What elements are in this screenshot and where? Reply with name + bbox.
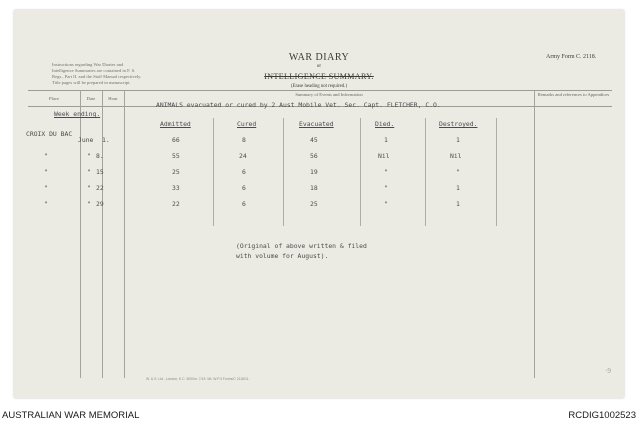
row-1-day: 1.: [102, 136, 110, 144]
row-5-died: ": [384, 200, 388, 208]
row-3-evacuated: 19: [310, 168, 318, 176]
col-admitted-label: Admitted: [160, 120, 191, 128]
form-or: or: [316, 64, 322, 69]
row-3-day: 15: [96, 168, 104, 176]
row-5-month: ": [87, 200, 91, 208]
table-divider-4: [425, 118, 426, 226]
divider-place-date: [80, 90, 81, 378]
divider-summary-remarks: [534, 90, 535, 378]
row-4-evacuated: 18: [310, 184, 318, 192]
row-4-month: ": [87, 184, 91, 192]
col-destroyed-label: Destroyed.: [439, 120, 478, 128]
row-5-place: ": [44, 200, 48, 208]
row-3-admitted: 25: [172, 168, 180, 176]
table-divider-3: [360, 118, 361, 226]
row-5-admitted: 22: [172, 200, 180, 208]
row-4-destroyed: 1: [456, 184, 460, 192]
row-1-died: 1: [384, 136, 388, 144]
pencil-mark: ·9: [605, 367, 611, 375]
col-summary-header: Summary of Events and Information: [295, 92, 363, 97]
col-hour-header: Hour: [108, 96, 118, 101]
row-4-cured: 6: [242, 184, 246, 192]
archive-caption-right: RCDIG1002523: [568, 410, 636, 421]
table-divider-2: [283, 118, 284, 226]
archive-caption-left: AUSTRALIAN WAR MEMORIAL: [2, 410, 140, 421]
row-4-admitted: 33: [172, 184, 180, 192]
row-4-died: ": [384, 184, 388, 192]
printer-imprint: W. & S. Ltd., London, E.C. 5000m. 7/15. Wt. W.P.3 Forms/C 2118/11.: [146, 377, 250, 381]
row-3-died: ": [384, 168, 388, 176]
row-5-destroyed: 1: [456, 200, 460, 208]
row-2-destroyed: Nil: [450, 152, 462, 160]
col-date-header: Date: [86, 96, 96, 101]
form-title: WAR DIARY: [288, 52, 350, 63]
row-1-month: June: [78, 136, 94, 144]
col-remarks-header: Remarks and references to Appendices: [537, 92, 610, 97]
row-3-cured: 6: [242, 168, 246, 176]
row-2-admitted: 55: [172, 152, 180, 160]
note-line-2: with volume for August).: [236, 252, 329, 260]
row-5-cured: 6: [242, 200, 246, 208]
row-1-evacuated: 45: [310, 136, 318, 144]
note-line-1: (Original of above written & filed: [236, 242, 367, 250]
table-divider-5: [496, 118, 497, 226]
instructions-text: Instructions regarding War Diaries and Intelligence Summaries are contained in F. S. Regs., Part II. and the Staff Manual respectively. Title pages will be prepared in manuscript.: [52, 62, 142, 85]
row-4-place: ": [44, 184, 48, 192]
row-2-evacuated: 56: [310, 152, 318, 160]
row-3-destroyed: ": [456, 168, 460, 176]
col-evacuated-label: Evacuated: [299, 120, 334, 128]
army-form-number: Army Form C. 2118.: [546, 54, 597, 60]
diary-sheet: [14, 10, 624, 398]
col-died-label: Died.: [375, 120, 395, 128]
row-1-admitted: 66: [172, 136, 180, 144]
row-2-cured: 24: [239, 152, 247, 160]
divider-date-hour: [102, 90, 103, 378]
row-2-place: ": [44, 152, 48, 160]
divider-hour-summary: [124, 90, 125, 378]
header-top-rule: [28, 90, 612, 91]
row-3-place: ": [44, 168, 48, 176]
diary-heading: ANIMALS evacuated or cured by 2 Aust Mobile Vet. Sec. Capt. FLETCHER, C.O.: [156, 101, 441, 109]
col-cured-label: Cured: [237, 120, 257, 128]
form-subtitle: INTELLIGENCE SUMMARY.: [264, 72, 374, 81]
erase-note: (Erase heading not required.): [291, 84, 347, 89]
row-2-died: Nil: [378, 152, 390, 160]
row-2-month: ": [87, 152, 91, 160]
row-2-day: 8.: [96, 152, 104, 160]
col-place-header: Place: [49, 96, 59, 101]
row-1-cured: 8: [242, 136, 246, 144]
table-divider-1: [213, 118, 214, 226]
row-1-destroyed: 1: [456, 136, 460, 144]
place-name: CROIX DU BAC: [26, 130, 73, 138]
row-3-month: ": [87, 168, 91, 176]
row-5-day: 29: [96, 200, 104, 208]
row-4-day: 22: [96, 184, 104, 192]
week-ending-label: Week ending.: [54, 110, 101, 118]
row-5-evacuated: 25: [310, 200, 318, 208]
